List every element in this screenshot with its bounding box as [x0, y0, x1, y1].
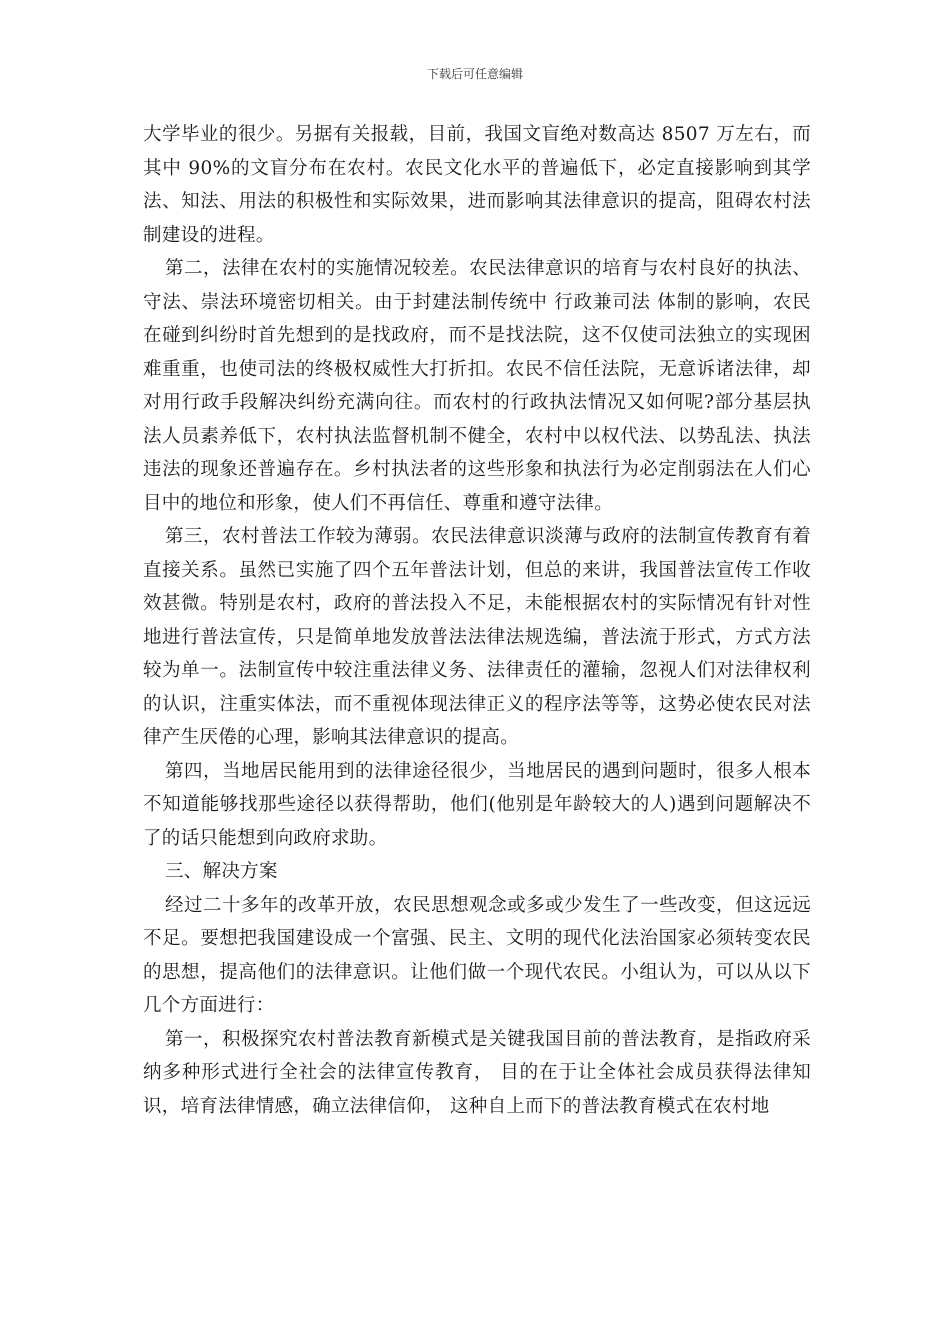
document-body: [143, 118, 811, 1123]
paragraph-third-point: 第三，农村普法工作较为薄弱。农民法律意识淡薄与政府的法制宣传教育有着直接关系。虽然已实施了四个五年普法计划，但总的来讲，我国普法宣传工作收效甚微。特别是农村，政府的普法投入不足，未能根据农村的实际情况有针对性地进行普法宣传，只是简单地发放普法法律法规选编，普法流于形式，方式方法较为单一。法制宣传中较注重法律义务、法律责任的灌输，忽视人们对法律权利的认识，注重实体法，而不重视体现法律正义的程序法等等，这势必使农民对法律产生厌倦的心理，影响其法律意识的提高。: [143, 526, 811, 748]
paragraph-education-stats: 大学毕业的很少。另据有关报载，目前，我国文盲绝对数高达 8507 万左右，而其中 90%的文盲分布在农村。农民文化水平的普遍低下，必定直接影响到其学法、知法、用法的积极性和实际效果，进而影响其法律意识的提高，阻碍农村法制建设的进程。: [143, 124, 811, 246]
paragraph-second-point: 第二，法律在农村的实施情况较差。农民法律意识的培育与农村良好的执法、守法、崇法环境密切相关。由于封建法制传统中 行政兼司法 体制的影响，农民在碰到纠纷时首先想到的是找政府，而不是找法院，这不仅使司法独立的实现困难重重，也使司法的终极权威性大打折扣。农民不信任法院，无意诉诸法律，却对用行政手段解决纠纷充满向往。而农村的行政执法情况又如何呢?部分基层执法人员素养低下，农村执法监督机制不健全，农村中以权代法、以势乱法、执法违法的现象还普遍存在。乡村执法者的这些形象和执法行为必定削弱法在人们心目中的地位和形象，使人们不再信任、尊重和遵守法律。: [143, 258, 811, 514]
paragraph-solutions-intro: 经过二十多年的改革开放，农民思想观念或多或少发生了一些改变，但这远远不足。要想把我国建设成一个富强、民主、文明的现代化法治国家必须转变农民的思想，提高他们的法律意识。让他们做一个现代农民。小组认为，可以从以下几个方面进行：: [143, 894, 811, 1016]
page-header: 下载后可任意编辑: [426, 67, 523, 81]
section-heading-solutions: 三、解决方案: [165, 861, 278, 882]
paragraph-solution-first: 第一，积极探究农村普法教育新模式是关键我国目前的普法教育，是指政府采纳多种形式进行全社会的法律宣传教育， 目的在于让全体社会成员获得法律知识，培育法律情感，确立法律信仰， 这种自上而下的普法教育模式在农村地: [143, 1028, 811, 1117]
paragraph-fourth-point: 第四，当地居民能用到的法律途径很少，当地居民的遇到问题时，很多人根本不知道能够找那些途径以获得帮助，他们(他别是年龄较大的人)遇到问题解决不了的话只能想到向政府求助。: [143, 760, 811, 849]
